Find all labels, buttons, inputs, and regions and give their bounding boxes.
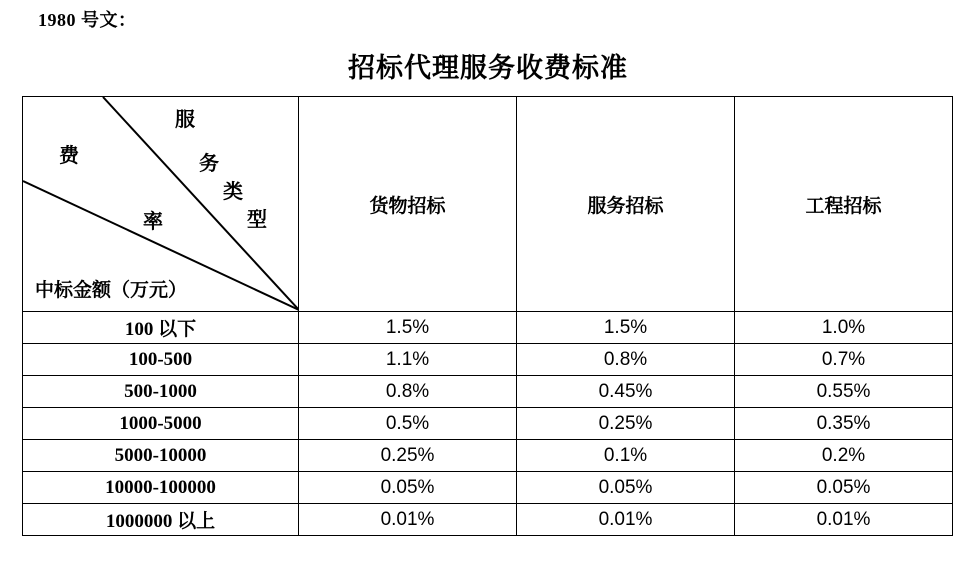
row-value-goods: 0.8% <box>299 376 517 408</box>
row-label: 5000-10000 <box>23 440 299 472</box>
row-value-engineering: 0.01% <box>735 504 953 536</box>
column-header-engineering: 工程招标 <box>735 97 953 312</box>
row-label: 10000-100000 <box>23 472 299 504</box>
document-reference-number: 1980 号文： <box>38 10 137 30</box>
fee-standard-table-wrapper <box>22 96 952 536</box>
table-row <box>23 504 953 536</box>
table-row <box>23 312 953 344</box>
row-label: 100 以下 <box>23 312 299 344</box>
column-header-service: 服务招标 <box>517 97 735 312</box>
row-value-goods: 0.05% <box>299 472 517 504</box>
table-corner-header-cell <box>23 97 299 312</box>
row-value-engineering: 0.05% <box>735 472 953 504</box>
row-value-service: 0.1% <box>517 440 735 472</box>
table-row <box>23 440 953 472</box>
row-value-engineering: 1.0% <box>735 312 953 344</box>
row-value-service: 0.05% <box>517 472 735 504</box>
row-value-engineering: 0.55% <box>735 376 953 408</box>
row-value-goods: 0.01% <box>299 504 517 536</box>
row-value-goods: 0.25% <box>299 440 517 472</box>
row-value-goods: 1.1% <box>299 344 517 376</box>
corner-label-fee: 费 <box>59 145 79 167</box>
row-value-engineering: 0.2% <box>735 440 953 472</box>
page-title: 招标代理服务收费标准 <box>348 53 628 83</box>
row-label: 1000-5000 <box>23 408 299 440</box>
row-value-goods: 0.5% <box>299 408 517 440</box>
corner-label-service-char-4: 型 <box>247 209 267 231</box>
row-value-goods: 1.5% <box>299 312 517 344</box>
row-label: 1000000 以上 <box>23 504 299 536</box>
row-value-service: 1.5% <box>517 312 735 344</box>
row-value-service: 0.01% <box>517 504 735 536</box>
row-value-engineering: 0.7% <box>735 344 953 376</box>
row-label: 500-1000 <box>23 376 299 408</box>
table-header-row <box>23 97 953 312</box>
table-row <box>23 344 953 376</box>
table-row <box>23 472 953 504</box>
row-value-service: 0.45% <box>517 376 735 408</box>
row-value-service: 0.8% <box>517 344 735 376</box>
corner-label-service-char-2: 务 <box>199 153 219 175</box>
row-value-engineering: 0.35% <box>735 408 953 440</box>
table-row <box>23 376 953 408</box>
corner-label-rate: 率 <box>143 211 163 233</box>
corner-label-service-char-3: 类 <box>223 181 243 203</box>
column-header-goods: 货物招标 <box>299 97 517 312</box>
corner-label-winning-amount: 中标金额（万元） <box>35 280 188 301</box>
corner-label-service-char-1: 服 <box>175 109 195 131</box>
row-label: 100-500 <box>23 344 299 376</box>
row-value-service: 0.25% <box>517 408 735 440</box>
fee-standard-table <box>22 96 953 536</box>
table-row <box>23 408 953 440</box>
